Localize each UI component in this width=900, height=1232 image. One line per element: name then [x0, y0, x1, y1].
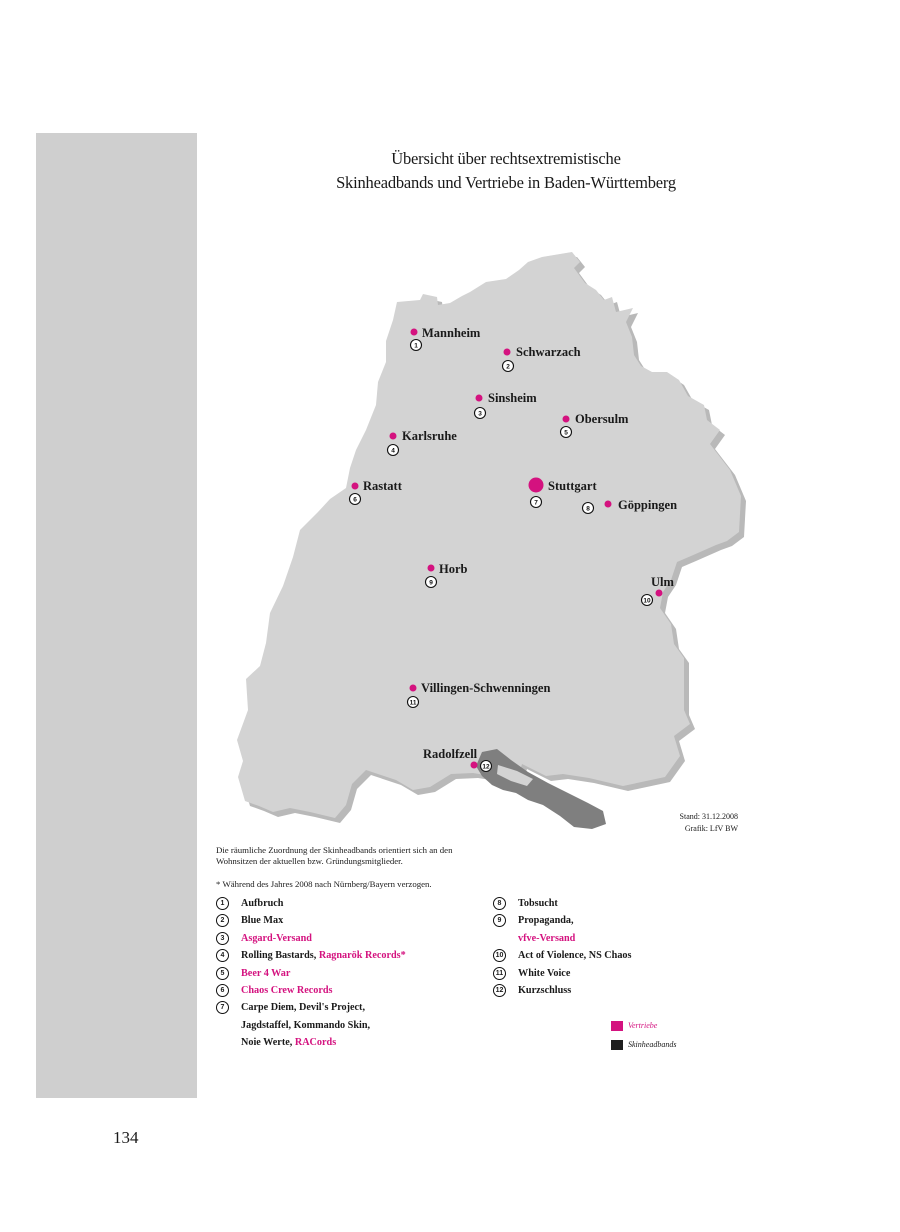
key-skinheadbands: [611, 1039, 676, 1050]
city-number-text: 2: [506, 363, 510, 371]
city-number-text: 10: [643, 597, 651, 605]
legend-item: [216, 897, 406, 914]
page-number: 134: [113, 1128, 139, 1147]
vertriebe-swatch: [611, 1021, 623, 1031]
legend-item: [493, 967, 631, 984]
city-number-text: 6: [353, 496, 357, 504]
city-dot: [411, 329, 418, 336]
number-badge: 10: [493, 949, 506, 962]
legend-text: RACords: [294, 1037, 337, 1049]
city-number-text: 1: [414, 342, 418, 350]
stand-date: Stand: 31.12.2008: [679, 812, 738, 821]
legend-item: [216, 914, 406, 931]
legend-text: vfve-Versand: [518, 932, 576, 944]
city-label: Göppingen: [618, 498, 678, 512]
note-line2: Wohnsitzen der aktuellen bzw. Gründungsmitglieder.: [216, 856, 403, 866]
city-number-text: 7: [534, 499, 538, 507]
city-number-text: 8: [586, 505, 590, 513]
legend-item: [216, 1036, 406, 1053]
legend-text: Asgard-Versand: [241, 932, 312, 944]
city-number-text: 12: [482, 763, 490, 771]
city-label: Stuttgart: [548, 479, 597, 493]
legend-text: Ragnarök Records*: [318, 950, 406, 962]
number-badge: 11: [493, 967, 506, 980]
legend-item: [216, 949, 406, 966]
legend-text: Jagdstaffel, Kommando Skin,: [241, 1019, 371, 1031]
number-badge: 5: [216, 967, 229, 980]
city-number-text: 9: [429, 579, 433, 587]
number-badge: 12: [493, 984, 506, 997]
legend-text: Beer 4 War: [241, 967, 291, 979]
key-skinheadbands-label: Skinheadbands: [628, 1040, 677, 1049]
legend-item: [216, 1001, 406, 1018]
note-line1: Die räumliche Zuordnung der Skinheadbands orientiert sich an den: [216, 845, 453, 855]
city-dot: [476, 395, 483, 402]
legend-item: [216, 932, 406, 949]
city-dot: [352, 483, 359, 490]
city-label: Ulm: [651, 575, 674, 589]
legend-text: Carpe Diem, Devil's Project,: [241, 1002, 366, 1014]
city-dot: [563, 416, 570, 423]
city-number-text: 5: [564, 429, 568, 437]
city-dot: [471, 762, 478, 769]
number-badge: 4: [216, 949, 229, 962]
legend-item: [493, 984, 631, 1001]
number-badge: 8: [493, 897, 506, 910]
city-dot: [428, 565, 435, 572]
legend-text: Kurzschluss: [518, 984, 572, 996]
legend-list-right: [493, 897, 631, 1001]
city-dot: [504, 349, 511, 356]
legend-item: [216, 984, 406, 1001]
number-badge: 1: [216, 897, 229, 910]
city-label: Horb: [439, 562, 468, 576]
city-label: Obersulm: [575, 412, 629, 426]
legend-text: Blue Max: [241, 915, 284, 927]
legend-text: Tobsucht: [518, 898, 558, 909]
city-label: Karlsruhe: [402, 429, 457, 443]
skinheadbands-swatch: [611, 1040, 623, 1050]
legend-text: White Voice: [518, 967, 571, 979]
grafik-credit: Grafik: LfV BW: [684, 824, 738, 833]
number-badge: 9: [493, 914, 506, 927]
key-vertriebe: [611, 1020, 657, 1031]
legend-text: Chaos Crew Records: [241, 984, 333, 996]
footnote: * Während des Jahres 2008 nach Nürnberg/Bayern verzogen.: [216, 879, 432, 889]
number-badge: 3: [216, 932, 229, 945]
city-label: Sinsheim: [488, 391, 537, 405]
city-label: Rastatt: [363, 479, 402, 493]
number-badge: 6: [216, 984, 229, 997]
legend-list-left: [216, 897, 406, 1054]
legend-text: Propaganda,: [518, 915, 574, 927]
legend-text: Rolling Bastards,: [241, 950, 317, 962]
legend-item: [493, 949, 631, 966]
city-number-text: 4: [391, 447, 395, 455]
city-label: Schwarzach: [516, 345, 581, 359]
legend-item: [493, 897, 631, 914]
city-dot: [605, 501, 612, 508]
number-badge: 2: [216, 914, 229, 927]
city-label: Mannheim: [422, 326, 481, 340]
map-title-line1: Übersicht über rechtsextremistische: [391, 149, 621, 168]
city-label: Villingen-Schwenningen: [421, 681, 551, 695]
city-dot: [410, 685, 417, 692]
legend-item: [493, 932, 631, 949]
city-label: Radolfzell: [423, 747, 478, 761]
state-land: [237, 252, 741, 818]
map-title-line2: Skinheadbands und Vertriebe in Baden-Württemberg: [336, 173, 676, 192]
city-number-text: 11: [409, 699, 417, 707]
number-badge: 7: [216, 1001, 229, 1014]
legend-text: Noie Werte,: [241, 1037, 293, 1049]
legend-text: Act of Violence, NS Chaos: [518, 950, 632, 962]
city-number-text: 3: [478, 410, 482, 418]
key-vertriebe-label: Vertriebe: [628, 1021, 658, 1030]
city-dot: [656, 590, 663, 597]
city-dot: [390, 433, 397, 440]
legend-item: [216, 1019, 406, 1036]
city-dot: [529, 478, 544, 493]
legend-text: Aufbruch: [241, 898, 284, 909]
legend-item: [216, 967, 406, 984]
legend-item: [493, 914, 631, 931]
